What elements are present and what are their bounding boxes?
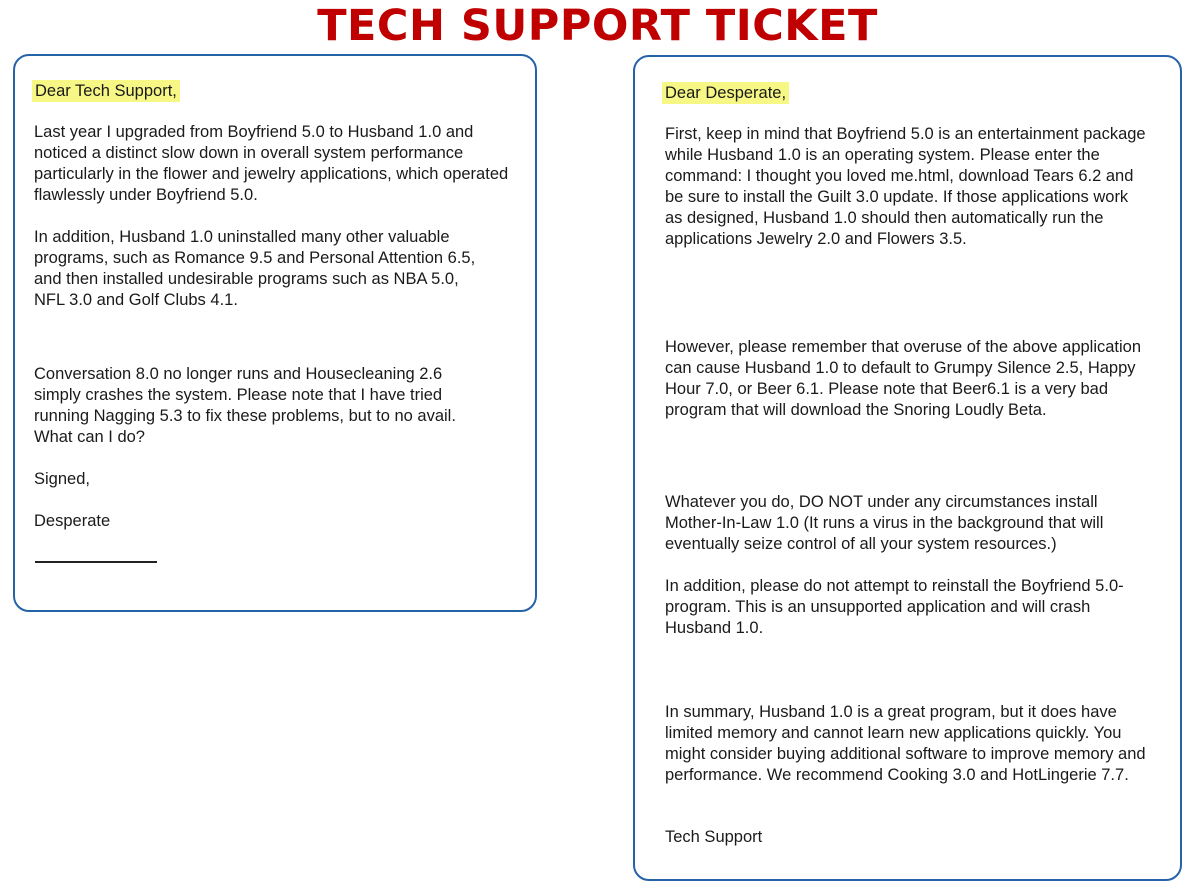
reply-greeting (662, 83, 789, 104)
signature-line (35, 561, 157, 563)
greeting-highlight: Dear Desperate, (662, 82, 789, 104)
reply-paragraph-3: Whatever you do, DO NOT under any circumstances install Mother-In-Law 1.0 (It runs a virus in the background that will eventually seize control of all your system resources.) (665, 493, 1104, 553)
letter-paragraph-3: Conversation 8.0 no longer runs and Housecleaning 2.6 simply crashes the system. Please note that I have tried running Nagging 5.3 to fix these problems, but to no avail. What can I do? (34, 365, 456, 446)
tech-support-reply-panel (633, 55, 1182, 881)
letter-greeting (32, 81, 180, 102)
letter-signature: Desperate (34, 512, 111, 530)
reply-paragraph-2: However, please remember that overuse of the above application can cause Husband 1.0 to default to Grumpy Silence 2.5, Happy Hour 7.0, or Beer 6.1. Please note that Beer6.1 is a very bad program that will download the Snoring Loudly Beta. (665, 338, 1142, 419)
reply-signature: Tech Support (665, 828, 763, 846)
reply-paragraph-5: In summary, Husband 1.0 is a great program, but it does have limited memory and cannot learn new applications quickly. You might consider buying additional software to improve memory and performance. We recommend Cooking 3.0 and HotLingerie 7.7. (665, 703, 1146, 784)
reply-paragraph-1: First, keep in mind that Boyfriend 5.0 is an entertainment package while Husband 1.0 is an operating system. Please enter the command: I thought you loved me.html, download Tears 6.2 and be sure to install the Guilt 3.0 update. If those applications work as designed, Husband 1.0 should then automatically run the applications Jewelry 2.0 and Flowers 3.5. (665, 125, 1146, 248)
letter-closing: Signed, (34, 470, 90, 488)
greeting-highlight: Dear Tech Support, (32, 80, 180, 102)
reply-paragraph-4: In addition, please do not attempt to reinstall the Boyfriend 5.0-program. This is an unsupported application and will crash Husband 1.0. (665, 577, 1124, 637)
letter-paragraph-2: In addition, Husband 1.0 uninstalled many other valuable programs, such as Romance 9.5 and Personal Attention 6.5, and then installed undesirable programs such as NBA 5.0, NFL 3.0 and Golf Clubs 4.1. (34, 228, 476, 309)
customer-letter-panel (13, 54, 537, 612)
page-title: TECH SUPPORT TICKET (317, 1, 878, 51)
letter-paragraph-1: Last year I upgraded from Boyfriend 5.0 to Husband 1.0 and noticed a distinct slow down in overall system performance particularly in the flower and jewelry applications, which operated flawlessly under Boyfriend 5.0. (34, 123, 509, 204)
